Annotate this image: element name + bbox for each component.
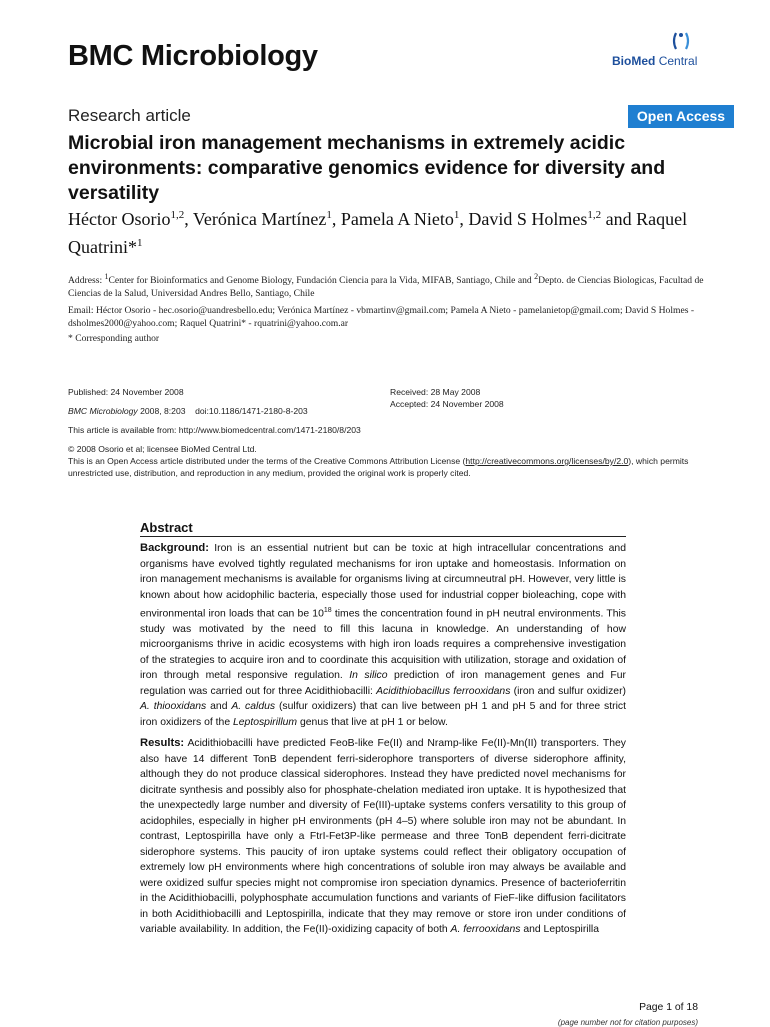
- abstract-text: prediction of iron management genes and Fur regulation was carried out for three Acidithiobacilli:: [140, 670, 626, 697]
- abstract-text: (sulfur oxidizers) that can live between pH 1 and pH 5 and for three strict iron oxidizers of the: [140, 701, 626, 728]
- abstract-text: Iron is an essential nutrient but can be toxic at high intracellular concentrations and organisms have evolved tightly regulated mechanisms for iron uptake and homeostasis. Information on iron management mechanisms is available for organisms living at circumneutral pH. However, very little is known about how acidophilic bacteria, especially those used for industrial copper bioleaching, cope with environmental iron loads that can be 10: [140, 543, 626, 620]
- abstract-italic: In silico: [349, 670, 388, 682]
- abstract-text: (iron and sulfur oxidizer): [510, 685, 626, 697]
- logo-text: [612, 54, 697, 68]
- corresponding-author-note: * Corresponding author: [68, 333, 160, 344]
- biomed-swirl-icon: [670, 30, 692, 52]
- published-date: Published: 24 November 2008: [68, 387, 184, 397]
- affiliation-mark: 1,2: [170, 209, 185, 221]
- abstract-text: genus that live at pH 1 or below.: [297, 716, 448, 728]
- address-label: Address:: [68, 275, 105, 287]
- exponent: 18: [323, 607, 332, 614]
- affiliation-mark: 1: [453, 209, 460, 221]
- author-name[interactable]: Héctor Osorio: [68, 209, 171, 229]
- affiliation-mark: 2: [534, 272, 539, 281]
- article-title: Microbial iron management mechanisms in extremely acidic environments: comparative genomics evidence for diversity and versatility: [68, 132, 666, 204]
- abstract-section: [140, 520, 626, 938]
- citation: [68, 405, 308, 417]
- abstract-text: times the concentration found in pH neutral environments. This study was motivated by the need to fill this lacuna in knowledge. An understanding of how microorganisms thrive in acidic ecosystems with high iron loads requires a comprehensive investigation of the strategies to acquire iron and to coordinate this acquisition with utilization, storage and oxidation of iron through metal responsive regulation.: [140, 608, 626, 682]
- author-name[interactable]: , Pamela A Nieto: [331, 209, 454, 229]
- abstract-heading: Abstract: [140, 520, 626, 537]
- affiliations: [68, 270, 733, 300]
- license-text-a: This is an Open Access article distributed under the terms of the Creative Commons Attribution License (: [68, 456, 466, 466]
- logo-biomed: BioMed: [612, 54, 656, 68]
- open-access-badge: Open Access: [628, 105, 734, 128]
- article-type: Research article: [68, 106, 191, 125]
- results-label: Results:: [140, 737, 185, 750]
- page-number: Page 1 of 18: [639, 1002, 698, 1013]
- accepted-date: Accepted: 24 November 2008: [390, 399, 504, 409]
- article-url[interactable]: This article is available from: http://www.biomedcentral.com/1471-2180/8/203: [68, 425, 361, 435]
- received-date: Received: 28 May 2008: [390, 387, 481, 397]
- abstract-italic: Acidithiobacillus ferrooxidans: [376, 685, 511, 697]
- copyright-notice: © 2008 Osorio et al; licensee BioMed Central Ltd.: [68, 444, 257, 454]
- journal-title: BMC Microbiology: [68, 40, 318, 72]
- abstract-italic: A. ferrooxidans: [450, 924, 521, 936]
- abstract-text: and Leptospirilla: [520, 924, 599, 936]
- affiliation-mark: 1: [326, 209, 332, 221]
- affiliation-text: Center for Bioinformatics and Genome Biology, Fundación Ciencia para la Vida, MIFAB, Santiago, Chile and: [108, 275, 535, 287]
- logo-central: Central: [658, 54, 698, 68]
- author-emails: Email: Héctor Osorio - hec.osorio@uandresbello.edu; Verónica Martínez - vbmartinv@gmail.com; Pamela A Nieto - pamelanietop@gmail.com; David S Holmes - dsholmes2000@yahoo.com; Raquel Quatrini* - rquatrini@yahoo.com.ar: [68, 305, 695, 329]
- affiliation-mark: 1,2: [587, 209, 602, 221]
- page-number-note: (page number not for citation purposes): [557, 1018, 698, 1027]
- abstract-text: and: [206, 701, 232, 713]
- license-link[interactable]: http://creativecommons.org/licenses/by/2.0: [465, 456, 629, 466]
- citation-doi: 2008, 8:203 doi:10.1186/1471-2180-8-203: [137, 406, 308, 416]
- abstract-italic: A. caldus: [231, 701, 276, 713]
- license-text: [68, 455, 733, 479]
- citation-journal: BMC Microbiology: [68, 406, 138, 416]
- biomed-central-logo[interactable]: [612, 30, 722, 74]
- author-list: [68, 203, 728, 259]
- abstract-results: [140, 736, 626, 938]
- abstract-italic: Leptospirillum: [232, 716, 298, 728]
- author-name[interactable]: , Verónica Martínez: [184, 209, 327, 229]
- affiliation-mark: 1: [104, 272, 109, 281]
- abstract-background: [140, 541, 626, 730]
- affiliation-text: Depto. de Ciencias Biologicas, Facultad de Ciencias de la Salud, Universidad Andres Bello, Santiago, Chile: [68, 275, 704, 300]
- abstract-italic: A. thiooxidans: [140, 701, 207, 713]
- affiliation-mark: 1: [137, 237, 143, 249]
- license-text-b: ), which permits unrestricted use, distribution, and reproduction in any medium, provided the original work is properly cited.: [68, 456, 689, 478]
- abstract-text: Acidithiobacilli have predicted FeoB-like Fe(II) and Nramp-like Fe(II)-Mn(II) transporters. They also have 14 different TonB dependent ferri-siderophore transporters of diverse siderophore affinity, although they do not produce classical siderophores. Instead they have predicted novel mechanisms for dicitrate synthesis and possibly also for phosphate-chelation mediated iron uptake. It is hypothesized that the unexpectedly large number and diversity of Fe(III)-uptake systems confers versatility to this group of acidophiles, especially in higher pH environments (pH 4–5) where soluble iron may not be abundant. In contrast, Leptospirilla have only a FtrI-Fet3P-like permease and three TonB dependent ferri-dicitrate siderophore systems. This paucity of iron uptake systems could reflect their obligatory occupation of extremely low pH environments where high concentrations of soluble iron may always be available and were oxidized sulfur species might not compromise iron speciation dynamics. Presence of bacterioferritin in the Acidithiobacilli, polyphosphate accumulation functions and variants of FieF-like diffusion facilitators in both Acidithiobacilli and Leptospirilla, indicate that they may remove or store iron under conditions of variable availability. In addition, the Fe(II)-oxidizing capacity of both: [140, 738, 626, 936]
- author-name[interactable]: , David S Holmes: [459, 209, 588, 229]
- background-label: Background:: [140, 542, 209, 554]
- author-name[interactable]: and Raquel Quatrini*: [68, 209, 688, 257]
